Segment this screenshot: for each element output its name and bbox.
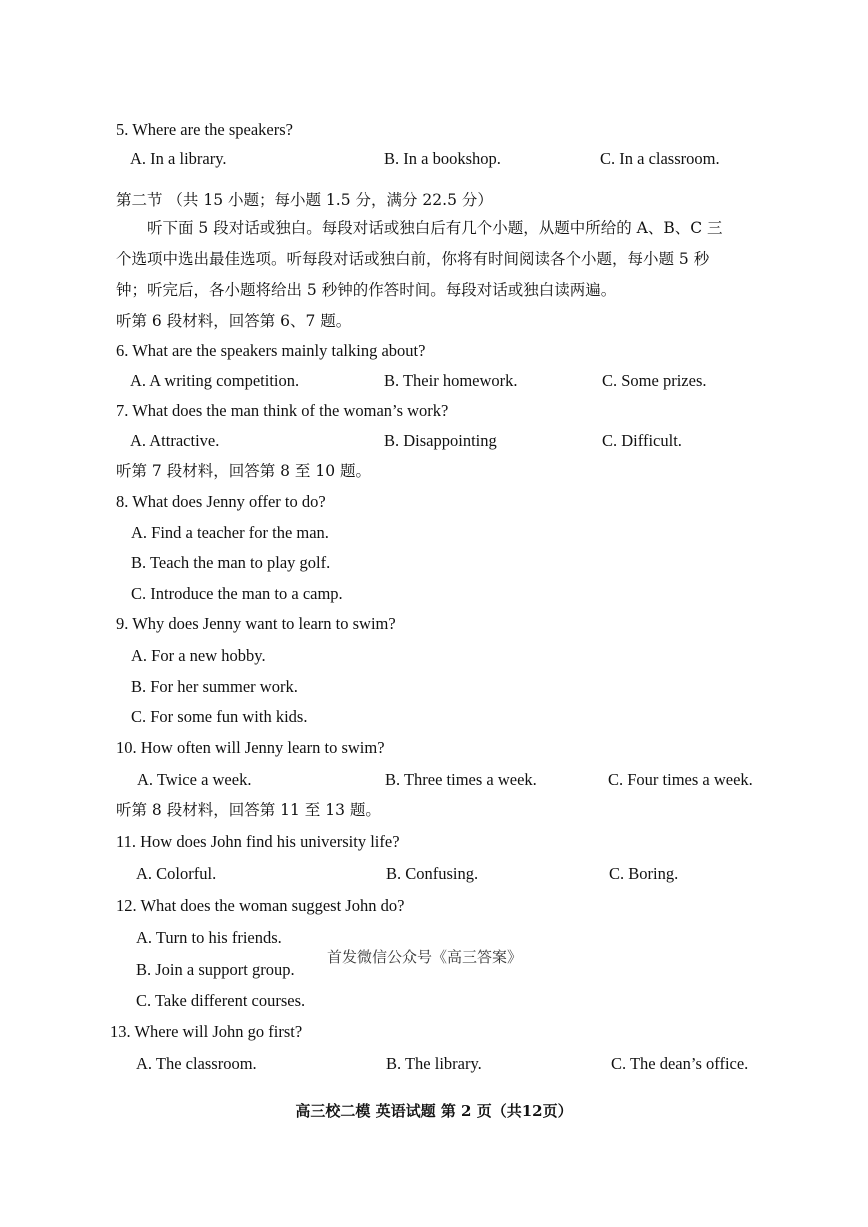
instruction-line-1: 听下面 5 段对话或独白。每段对话或独白后有几个小题，从题中所给的 A、B、C 三	[147, 219, 723, 237]
q11-option-a: A. Colorful.	[136, 864, 217, 883]
question-11: 11. How does John find his university life?	[116, 832, 400, 851]
q13-option-c: C. The dean’s office.	[611, 1054, 749, 1073]
q8-option-c: C. Introduce the man to a camp.	[131, 584, 343, 603]
q7-option-c: C. Difficult.	[602, 431, 682, 450]
q12-option-a: A. Turn to his friends.	[136, 928, 282, 947]
q8-option-a: A. Find a teacher for the man.	[131, 523, 329, 542]
q9-option-c: C. For some fun with kids.	[131, 707, 308, 726]
q10-option-c: C. Four times a week.	[608, 770, 753, 789]
instruction-line-2: 个选项中选出最佳选项。听每段对话或独白前，你将有时间阅读各个小题，每小题 5 秒	[116, 250, 710, 268]
q7-option-b: B. Disappointing	[384, 431, 497, 450]
q12-option-b: B. Join a support group.	[136, 960, 295, 979]
q5-option-c: C. In a classroom.	[600, 149, 720, 168]
instruction-line-3: 钟；听完后，各小题将给出 5 秒钟的作答时间。每段对话或独白读两遍。	[116, 281, 617, 299]
q9-option-b: B. For her summer work.	[131, 677, 298, 696]
q11-option-c: C. Boring.	[609, 864, 679, 883]
question-10: 10. How often will Jenny learn to swim?	[116, 738, 385, 757]
q10-option-b: B. Three times a week.	[385, 770, 537, 789]
q9-option-a: A. For a new hobby.	[131, 646, 266, 665]
question-13: 13. Where will John go first?	[110, 1022, 303, 1041]
page-footer: 高三校二模 英语试题 第 2 页（共12页）	[295, 1102, 573, 1120]
q5-option-a: A. In a library.	[130, 149, 227, 168]
q11-option-b: B. Confusing.	[386, 864, 479, 883]
question-9: 9. Why does Jenny want to learn to swim?	[116, 614, 396, 633]
q6-option-b: B. Their homework.	[384, 371, 518, 390]
q7-option-a: A. Attractive.	[130, 431, 220, 450]
q8-option-b: B. Teach the man to play golf.	[131, 553, 331, 572]
q5-option-b: B. In a bookshop.	[384, 149, 501, 168]
question-12: 12. What does the woman suggest John do?	[116, 896, 405, 915]
material-8-heading: 听第 8 段材料，回答第 11 至 13 题。	[116, 801, 381, 819]
q13-option-b: B. The library.	[386, 1054, 482, 1073]
question-6: 6. What are the speakers mainly talking about?	[116, 341, 426, 360]
material-6-heading: 听第 6 段材料，回答第 6、7 题。	[116, 312, 352, 330]
section-2-heading: 第二节 （共 15 小题；每小题 1.5 分，满分 22.5 分）	[116, 191, 493, 209]
question-7: 7. What does the man think of the woman’s work?	[116, 401, 449, 420]
question-5: 5. Where are the speakers?	[116, 120, 293, 139]
material-7-heading: 听第 7 段材料，回答第 8 至 10 题。	[116, 462, 372, 480]
q13-option-a: A. The classroom.	[136, 1054, 257, 1073]
q12-option-c: C. Take different courses.	[136, 991, 306, 1010]
q6-option-c: C. Some prizes.	[602, 371, 707, 390]
question-8: 8. What does Jenny offer to do?	[116, 492, 326, 511]
watermark-text: 首发微信公众号《高三答案》	[327, 948, 523, 966]
section-2-instructions	[116, 213, 756, 306]
q6-option-a: A. A writing competition.	[130, 371, 300, 390]
q10-option-a: A. Twice a week.	[137, 770, 252, 789]
